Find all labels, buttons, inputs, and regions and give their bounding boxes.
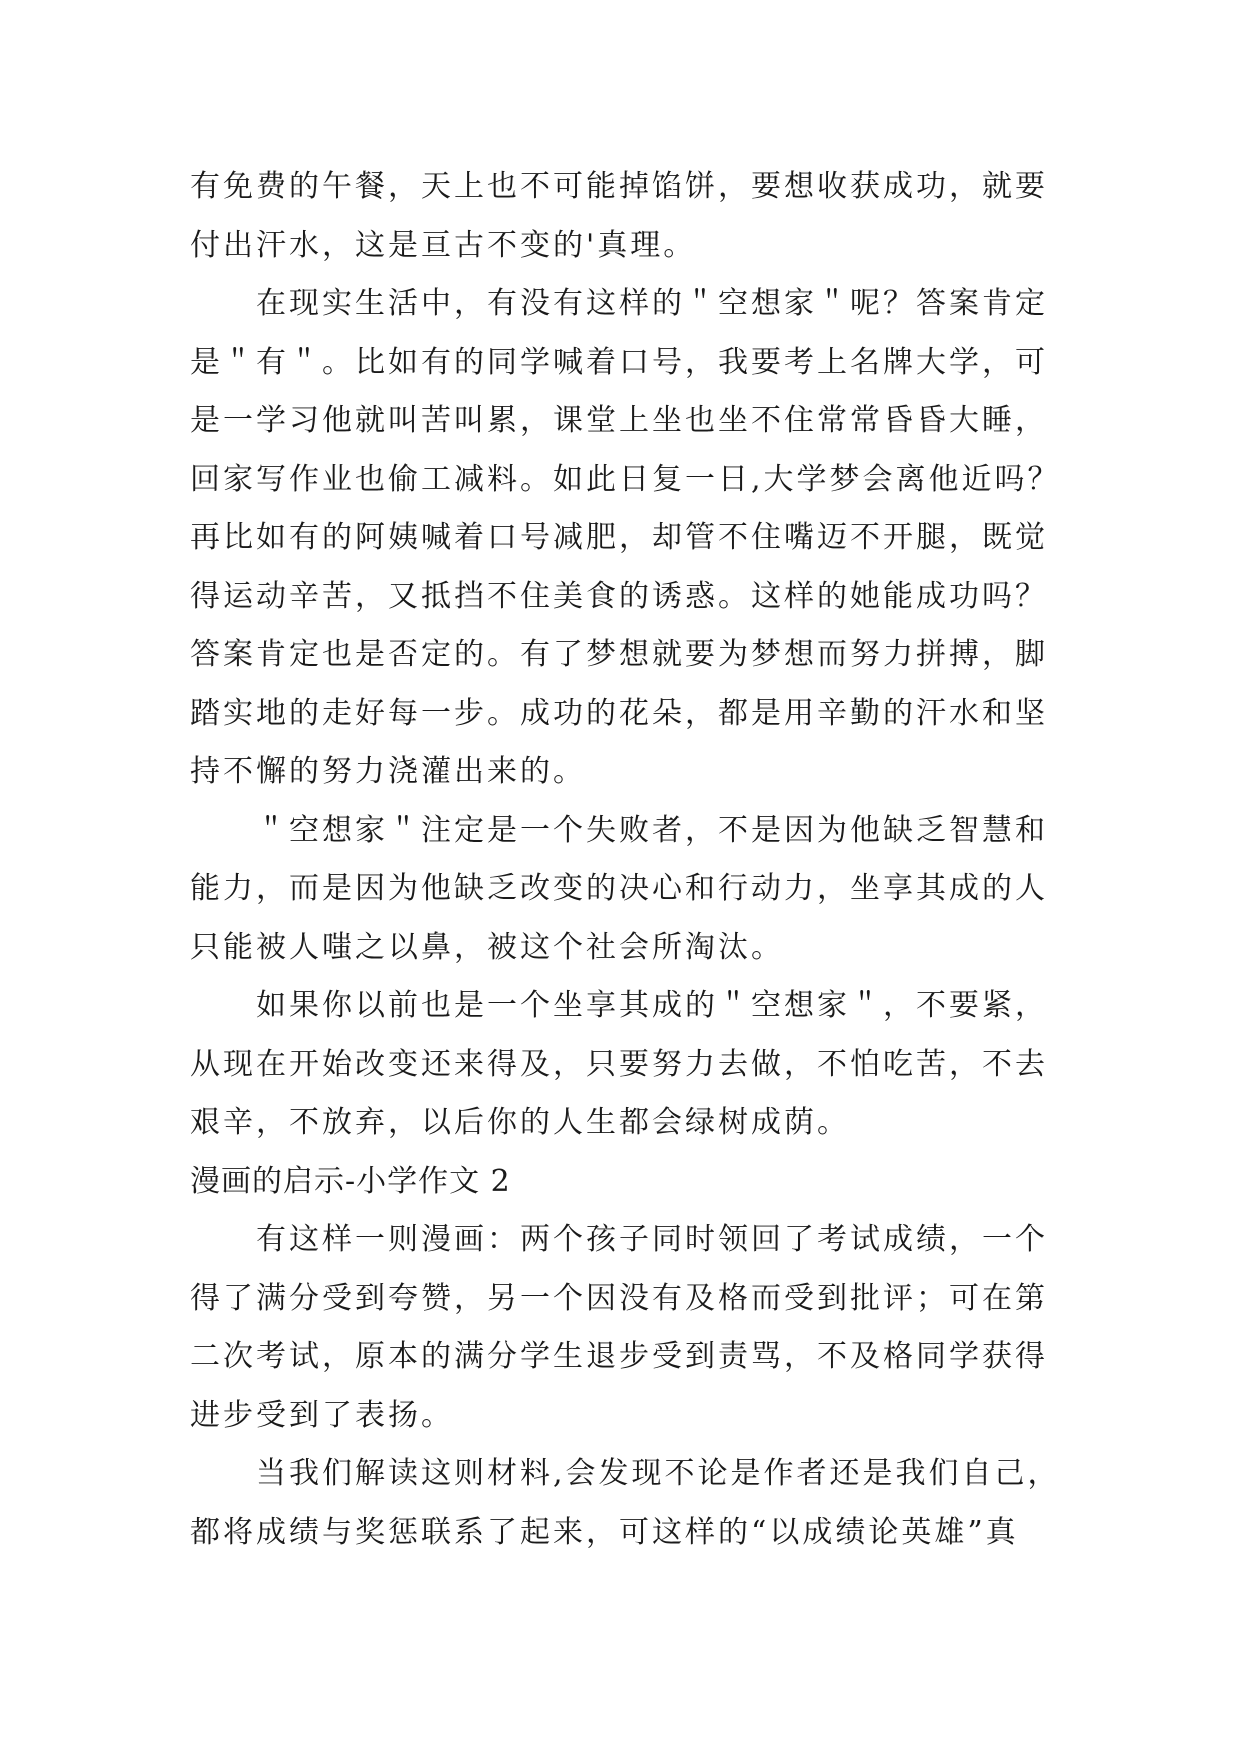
text-line: 回家写作业也偷工减料。如此日复一日,大学梦会离他近吗？: [190, 461, 1061, 497]
text-line: 进步受到了表扬。: [190, 1397, 454, 1433]
paragraph-first-line: 有这样一则漫画：两个孩子同时领回了考试成绩，一个: [256, 1222, 1048, 1257]
text-line: 能力，而是因为他缺乏改变的决心和行动力，坐享其成的人: [190, 871, 1048, 906]
paragraph-first-line: 在现实生活中，有没有这样的＂空想家＂呢？答案肯定: [256, 286, 1048, 321]
text-line: 艰辛，不放弃，以后你的人生都会绿树成荫。: [190, 1105, 850, 1140]
text-line: 得运动辛苦，又抵挡不住美食的诱惑。这样的她能成功吗？: [190, 578, 1048, 614]
text-line: 是一学习他就叫苦叫累，课堂上坐也坐不住常常昏昏大睡，: [190, 403, 1048, 438]
text-line: 只能被人嗤之以鼻，被这个社会所淘汰。: [190, 929, 784, 965]
paragraph-first-line: 当我们解读这则材料,会发现不论是作者还是我们自己，: [256, 1456, 1061, 1491]
paragraph-first-line: ＂空想家＂注定是一个失败者，不是因为他缺乏智慧和: [256, 812, 1048, 848]
text-line: 有免费的午餐，天上也不可能掉馅饼，要想收获成功，就要: [190, 169, 1048, 204]
text-line: 答案肯定也是否定的。有了梦想就要为梦想而努力拼搏，脚: [190, 637, 1048, 672]
text-line: 二次考试，原本的满分学生退步受到责骂，不及格同学获得: [190, 1339, 1048, 1374]
text-line: 付出汗水，这是亘古不变的'真理。: [190, 227, 697, 263]
text-line: 从现在开始改变还来得及，只要努力去做，不怕吃苦，不去: [190, 1046, 1048, 1082]
text-line: 是＂有＂。比如有的同学喊着口号，我要考上名牌大学，可: [190, 344, 1048, 380]
paragraph-first-line: 如果你以前也是一个坐享其成的＂空想家＂，不要紧，: [256, 988, 1048, 1023]
text-line: 踏实地的走好每一步。成功的花朵，都是用辛勤的汗水和坚: [190, 695, 1048, 731]
text-line: 持不懈的努力浇灌出来的。: [190, 754, 586, 789]
section-heading: 漫画的启示-小学作文 2: [190, 1163, 511, 1199]
document-page: [190, 158, 1061, 1562]
text-line: 再比如有的阿姨喊着口号减肥，却管不住嘴迈不开腿，既觉: [190, 520, 1048, 555]
text-line: 得了满分受到夸赞，另一个因没有及格而受到批评；可在第: [190, 1280, 1048, 1316]
text-line: 都将成绩与奖惩联系了起来，可这样的“以成绩论英雄”真: [190, 1514, 1019, 1550]
